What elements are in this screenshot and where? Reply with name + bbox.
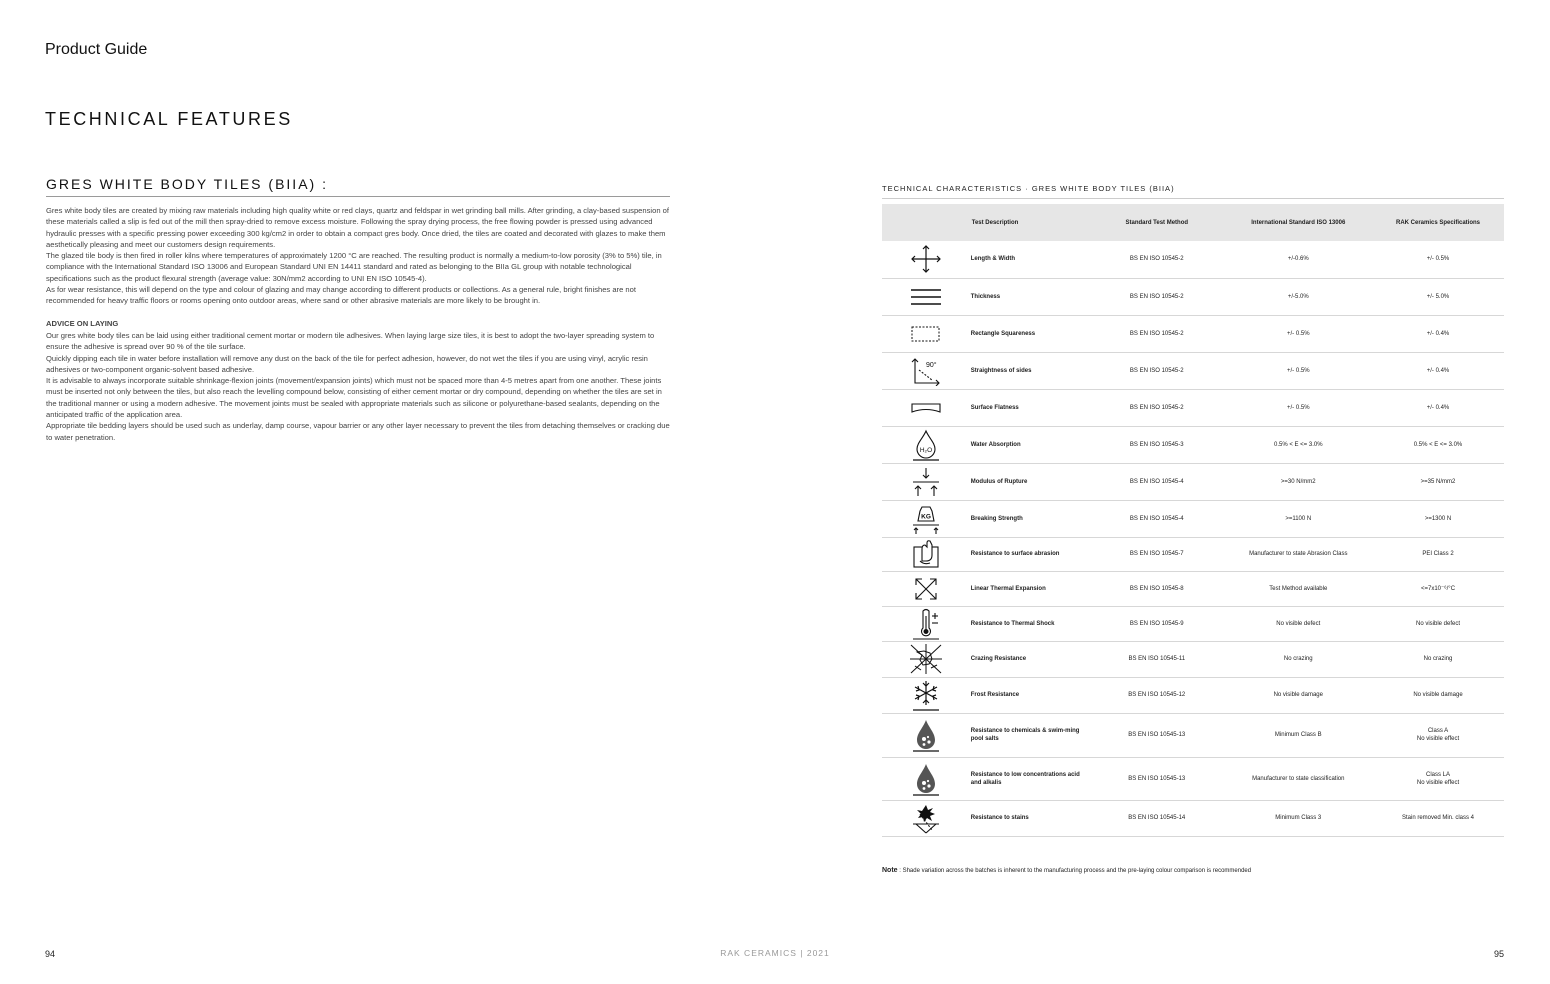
row-method: BS EN ISO 10545-2 <box>1089 389 1225 426</box>
row-method: BS EN ISO 10545-13 <box>1089 757 1225 800</box>
surface-flatness-icon <box>882 389 971 426</box>
footer-brand: RAK CERAMICS | 2021 <box>720 948 830 958</box>
row-rak: +/- 0.4% <box>1372 389 1504 426</box>
row-description: Resistance to stains <box>971 800 1089 836</box>
thermal-expansion-icon <box>882 571 971 606</box>
advice-paragraph: It is advisable to always incorporate suitable shrinkage-flexion joints (movement/expansion joints) which must not be spaced more than 4-5 metres apart from one another. These joints must be inserted not only between the tiles, but also reach the levelling compound below, consisting of either cement mortar or dry compound, depending on whether the tiles are set in the traditional manner or using a modern adhesive. The movement joints must be sealed with appropriate materials such as silicone or polyurethane-based sealants, depending on the anticipated traffic of the application area. <box>46 376 662 420</box>
table-row <box>882 426 1504 463</box>
row-description: Length & Width <box>971 241 1089 278</box>
intro-paragraph: The glazed tile body is then fired in roller kilns where temperatures of approximately 1200 °C are reached. The resulting product is normally a medium-to-low porosity (3% to 5%) tile, in compliance with the International Standard ISO 13006 and European Standard UNI EN 14411 standard and rated as belonging to the BIIa GL group with notable technological specifications such as the product flexural strength (average value: 30N/mm2 according to UNI EN ISO 10545-4). <box>46 251 662 283</box>
table-row <box>882 677 1504 713</box>
surface-abrasion-icon <box>882 537 971 571</box>
row-method: BS EN ISO 10545-2 <box>1089 241 1225 278</box>
row-iso: +/- 0.5% <box>1225 315 1372 352</box>
intro-text <box>46 205 672 307</box>
row-method: BS EN ISO 10545-3 <box>1089 426 1225 463</box>
row-iso: No visible defect <box>1225 606 1372 641</box>
section-title: TECHNICAL FEATURES <box>45 109 293 129</box>
advice-paragraph: Our gres white body tiles can be laid using either traditional cement mortar or modern tile adhesives. When laying large size tiles, it is best to adopt the two-layer spreading system to ensure the adhesive is spread over 90 % of the tile surface. <box>46 331 655 352</box>
table-title: TECHNICAL CHARACTERISTICS · GRES WHITE BODY TILES (BIIA) <box>882 184 1504 199</box>
row-description: Straightness of sides <box>971 352 1089 389</box>
row-method: BS EN ISO 10545-11 <box>1089 641 1225 677</box>
straightness-icon <box>882 352 971 389</box>
crazing-icon <box>882 641 971 677</box>
sub-title: GRES WHITE BODY TILES (BIIA) : <box>46 176 670 197</box>
row-description: Resistance to Thermal Shock <box>971 606 1089 641</box>
row-method: BS EN ISO 10545-2 <box>1089 278 1225 315</box>
row-rak: No visible damage <box>1372 677 1504 713</box>
table-row <box>882 500 1504 537</box>
row-iso: >=1100 N <box>1225 500 1372 537</box>
row-description: Resistance to chemicals & swim-ming pool salts <box>971 713 1089 757</box>
row-rak: Stain removed Min. class 4 <box>1372 800 1504 836</box>
row-description: Resistance to low concentrations acid and alkalis <box>971 757 1089 800</box>
table-header-row <box>882 204 1504 241</box>
technical-characteristics-table <box>882 204 1504 837</box>
page-number-left: 94 <box>45 949 56 959</box>
chemicals-icon <box>882 713 971 757</box>
advice-heading: ADVICE ON LAYING <box>46 319 119 328</box>
row-description: Modulus of Rupture <box>971 463 1089 500</box>
row-description: Linear Thermal Expansion <box>971 571 1089 606</box>
row-rak: Class A No visible effect <box>1372 713 1504 757</box>
row-iso: Minimum Class 3 <box>1225 800 1372 836</box>
row-method: BS EN ISO 10545-2 <box>1089 352 1225 389</box>
acid-alkali-icon <box>882 757 971 800</box>
header-standard-test-method: Standard Test Method <box>1089 204 1225 241</box>
header-iso-standard: International Standard ISO 13006 <box>1225 204 1372 241</box>
row-rak: Class LA No visible effect <box>1372 757 1504 800</box>
row-rak: +/- 5.0% <box>1372 278 1504 315</box>
row-rak: PEI Class 2 <box>1372 537 1504 571</box>
row-method: BS EN ISO 10545-12 <box>1089 677 1225 713</box>
row-iso: +/-0.6% <box>1225 241 1372 278</box>
table-row <box>882 352 1504 389</box>
table-row <box>882 571 1504 606</box>
row-description: Rectangle Squareness <box>971 315 1089 352</box>
row-method: BS EN ISO 10545-7 <box>1089 537 1225 571</box>
note <box>882 867 1251 874</box>
header-test-description: Test Description <box>971 204 1089 241</box>
row-description: Surface Flatness <box>971 389 1089 426</box>
water-absorption-label: H₂O <box>920 446 933 454</box>
row-method: BS EN ISO 10545-13 <box>1089 713 1225 757</box>
table-row <box>882 315 1504 352</box>
table-row <box>882 606 1504 641</box>
row-description: Thickness <box>971 278 1089 315</box>
modulus-rupture-icon <box>882 463 971 500</box>
note-label: Note <box>882 867 898 874</box>
row-iso: Manufacturer to state Abrasion Class <box>1225 537 1372 571</box>
thickness-icon <box>882 278 971 315</box>
row-rak: <=7x10⁻⁶/°C <box>1372 571 1504 606</box>
stains-icon <box>882 800 971 836</box>
row-description: Breaking Strength <box>971 500 1089 537</box>
header-icon-cell <box>882 204 971 241</box>
table-row <box>882 278 1504 315</box>
note-text: : Shade variation across the batches is inherent to the manufacturing process and the pre-laying colour comparison is recommended <box>897 868 1252 874</box>
row-rak: >=1300 N <box>1372 500 1504 537</box>
intro-paragraph: As for wear resistance, this will depend on the type and colour of glazing and may change according to different products or collections. As a general rule, bright finishes are not recommended for heavy traffic floors or rooms opening onto outdoor areas, where sand or other abrasive materials are more likely to be brought in. <box>46 285 636 306</box>
breaking-strength-icon <box>882 500 971 537</box>
row-rak: +/- 0.4% <box>1372 315 1504 352</box>
table-row <box>882 757 1504 800</box>
intro-paragraph: Gres white body tiles are created by mixing raw materials including high quality white or red clays, quartz and feldspar in wet grinding ball mills. After grinding, a clay-based suspension of these materials called a slip is fed out of the mill then spray-dried to remove excess moisture. Following the spray drying process, the free flowing powder is pressed using advanced hydraulic presses with a specific pressing power exceeding 300 kg/cm2 in order to obtain a compact gres body. Once dried, the tiles are coated and decorated with glazes to make them aesthetically pleasing and meet our customers design requirements. <box>46 206 669 249</box>
row-iso: >=30 N/mm2 <box>1225 463 1372 500</box>
guide-title: Product Guide <box>45 41 148 58</box>
row-method: BS EN ISO 10545-4 <box>1089 500 1225 537</box>
breaking-strength-label: KG <box>921 513 932 520</box>
table-row <box>882 241 1504 278</box>
row-iso: +/-5.0% <box>1225 278 1372 315</box>
row-rak: +/- 0.4% <box>1372 352 1504 389</box>
row-rak: No crazing <box>1372 641 1504 677</box>
row-rak: 0.5% < E <= 3.0% <box>1372 426 1504 463</box>
row-rak: >=35 N/mm2 <box>1372 463 1504 500</box>
row-rak: +/- 0.5% <box>1372 241 1504 278</box>
row-iso: Minimum Class B <box>1225 713 1372 757</box>
frost-icon <box>882 677 971 713</box>
length-width-icon <box>882 241 971 278</box>
row-rak: No visible defect <box>1372 606 1504 641</box>
advice-text <box>46 330 672 443</box>
row-description: Frost Resistance <box>971 677 1089 713</box>
table-row <box>882 641 1504 677</box>
row-iso: +/- 0.5% <box>1225 389 1372 426</box>
row-iso: +/- 0.5% <box>1225 352 1372 389</box>
row-iso: No visible damage <box>1225 677 1372 713</box>
row-method: BS EN ISO 10545-2 <box>1089 315 1225 352</box>
advice-paragraph: Quickly dipping each tile in water before installation will remove any dust on the back of the tile for perfect adhesion, however, do not wet the tiles if you are using vinyl, acrylic resin adhesives or two-component organic-solvent based adhesive. <box>46 353 648 374</box>
table-row <box>882 537 1504 571</box>
row-method: BS EN ISO 10545-9 <box>1089 606 1225 641</box>
row-iso: 0.5% < E <= 3.0% <box>1225 426 1372 463</box>
water-absorption-icon <box>882 426 971 463</box>
row-iso: Manufacturer to state classification <box>1225 757 1372 800</box>
row-description: Resistance to surface abrasion <box>971 537 1089 571</box>
row-description: Crazing Resistance <box>971 641 1089 677</box>
row-method: BS EN ISO 10545-8 <box>1089 571 1225 606</box>
row-iso: Test Method available <box>1225 571 1372 606</box>
table-row <box>882 463 1504 500</box>
row-description: Water Absorption <box>971 426 1089 463</box>
table-row <box>882 800 1504 836</box>
header-rak-specifications: RAK Ceramics Specifications <box>1372 204 1504 241</box>
thermal-shock-icon <box>882 606 971 641</box>
row-method: BS EN ISO 10545-4 <box>1089 463 1225 500</box>
table-row <box>882 713 1504 757</box>
page-number-right: 95 <box>1494 949 1505 959</box>
row-method: BS EN ISO 10545-14 <box>1089 800 1225 836</box>
row-iso: No crazing <box>1225 641 1372 677</box>
rectangle-squareness-icon <box>882 315 971 352</box>
straightness-angle-label: 90° <box>926 361 937 369</box>
table-row <box>882 389 1504 426</box>
advice-paragraph: Appropriate tile bedding layers should be used such as underlay, damp course, vapour barrier or any other layer necessary to prevent the tiles from detaching themselves or cracking due to water penetration. <box>46 421 670 442</box>
